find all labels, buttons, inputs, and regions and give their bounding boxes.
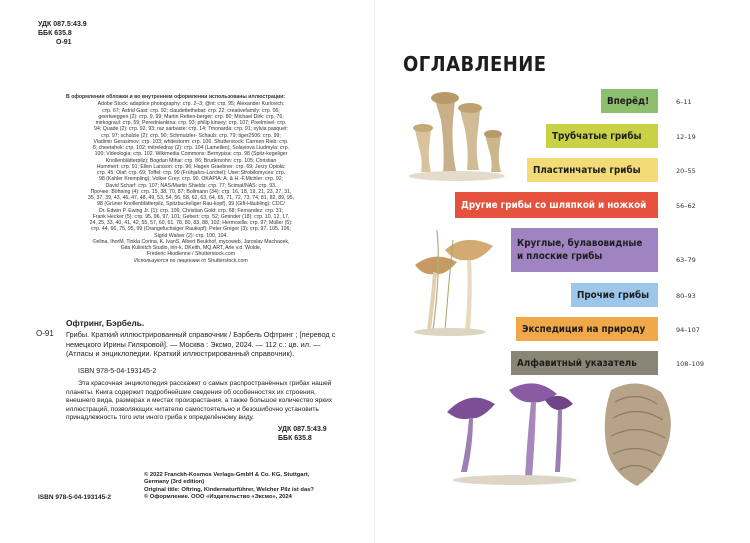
credit-line: Frederic Hiodienne / Shutterstock.com [146, 251, 236, 258]
credits-lead: В оформлении обложки и во внутреннем оформлении использованы иллюстрации: [66, 94, 286, 100]
toc-item-tab[interactable] [516, 317, 658, 341]
bracket-fungus-illustration [605, 383, 671, 486]
illustration-credits [66, 94, 316, 264]
toc-item-tab[interactable] [455, 192, 658, 218]
copyright-line: © Оформление. ООО «Издательство «Эксмо», 2024 [144, 494, 292, 501]
credit-line: Frank Hecker (5): стр. 95, 96, 97, 101; Gebert: стр. 52; Gminder (18): стр. 10, 12, 17, [92, 213, 290, 220]
toc-item-pages: 80–93 [676, 292, 696, 300]
credit-line: Hummert: стр. 91; Ellen Larsson: стр. 96; Hagen Graebner: стр. 69; Jerzy Opioła: [96, 163, 286, 170]
credit-line: 100; Videologia: стр. 102. Wikimedia Commons: Bernypisa: стр. 98 (Spitz-kegeliger [94, 151, 288, 158]
toc-item-label: Пластинчатые грибы [533, 164, 641, 176]
toc-item-label: Трубчатые грибы [552, 130, 642, 142]
toc-item-pages: 63–79 [676, 256, 696, 264]
credit-line: 94; Quade (2): стр. 92, 93; raz sarbaste: стр. 14; 7monarda: стр. 91; sylvia pasquet: [94, 126, 288, 133]
toc-item-pages: 108–109 [676, 360, 705, 368]
credits-body [66, 101, 316, 264]
contents-page [375, 0, 750, 543]
bibliographic-description: Грибы. Краткий иллюстрированный справочник / Бэрбель Офтринг ; [перевод с немецкого Ирины Гиляровой]. — Москва : Эксмо, 2024. — 112 с.: цв. ил. — (Атласы и энциклопедии. Краткий иллюстрированный справочник). [66, 330, 336, 359]
udk-top: УДК 087.5:43.9 [38, 21, 87, 28]
isbn-bottom: ISBN 978-5-04-193145-2 [38, 494, 111, 501]
toc-item-pages: 12–19 [676, 133, 696, 141]
toc-item-tab[interactable] [527, 158, 658, 182]
copyright-block [144, 472, 314, 502]
credit-line: Adobe Stock: adaptice photography: стр. 2–3; @nt: стр. 95; Alexander Kurlovich: [97, 101, 285, 108]
toc-item-pages: 6–11 [676, 98, 692, 106]
violet-webcap-illustration [447, 383, 577, 485]
toc-item-label: Круглые, булавовидные и плоские грибы [517, 238, 643, 262]
copyright-line: Germany (3rd edition) [144, 479, 205, 486]
toc-item-label: Алфавитный указатель [517, 357, 637, 369]
copyright-line: © 2022 Franckh-Kosmos Verlags-GmbH & Co. KG, Stuttgart, [144, 472, 310, 478]
credit-line: geertweggen (2): стр. 9, 99; Martin Retten-berger: стр. 80; Michael Dirk: стр. 76; [98, 113, 284, 120]
toc-item-tab[interactable] [511, 351, 658, 375]
toc-item-label: Вперёд! [607, 95, 650, 107]
toc-item-tab[interactable] [571, 283, 658, 307]
credit-line: Sigrid Walser (2): стр. 100, 104. [154, 232, 228, 239]
bbk-top: ББК 635.8 [38, 30, 72, 37]
toc-item-tab[interactable] [546, 124, 658, 148]
bbk-bottom: ББК 635.8 [278, 435, 312, 442]
trumpet-mushroom-group-illustration [409, 92, 505, 181]
catalog-code: О-91 [36, 329, 54, 338]
code-top: О-91 [56, 39, 72, 46]
toc-item-label: Другие грибы со шляпкой и ножкой [461, 199, 647, 211]
credit-line: 98 (Kahler Krempling); Volker Crey: стр. 90. OKAPIA: A. & H.-F.Michler: стр. 92; [98, 176, 284, 183]
credit-line: mirkograul: стр. 59; Peredniankina: стр. 93; philip kinsey: стр. 107; Pixelmixel: стр. [95, 120, 287, 126]
toc-item-label: Экспедиция на природу [522, 323, 646, 335]
credit-line: Knollenblätterpilz); Bogdan Mihai: стр. 86; Brudersohn: стр. 105; Christian [105, 157, 277, 164]
toc-item-pages: 20–55 [676, 167, 696, 175]
parasol-mushroom-illustration [414, 230, 493, 336]
toc-item-label: Прочие грибы [577, 289, 650, 301]
credit-line: стр. 67; Astrid Gast: стр. 92; claudettethebat: стр. 22; creativefamily: стр. 06; [102, 107, 280, 114]
toc-item-tab[interactable] [601, 89, 658, 113]
credit-line: 98 (Grüner Knollenblätterpilz, Spitzbuckeliger Rau-kopf), 99 (Gift-Häubling); CDC/ [97, 201, 285, 208]
credit-line: Dr. Edwin P. Ewing Jr. (1): стр. 106; Christian Gold: стр. 68; Fernandez: стр. 31; [98, 207, 284, 214]
isbn-line: ISBN 978-5-04-193145-2 [78, 368, 157, 375]
credit-line: стр. 45; Olaf: стр. 69; Toffel: стр. 99 (Frühjahrs-Lorchel); User:Strobilomyces: стр. [96, 170, 286, 176]
toc-item-pages: 94–107 [676, 326, 700, 334]
toc-item-pages: 56–62 [676, 202, 696, 210]
credit-line: Прочее: Böhning (4): стр. 15, 38, 70, 87; Bollmann (34): стр. 16, 18, 19, 21, 23, 27, 31, [90, 188, 292, 195]
credit-line: Используются по лицензии от Shutterstock.com [134, 257, 248, 264]
toc-item-tab[interactable] [511, 228, 658, 272]
credit-line: Vladimir Gerasimov: стр. 103; whitestorm: стр. 106. Shutterstock: Carmen Rieb: стр. [93, 138, 289, 145]
credit-line: 24, 25, 33, 40, 41, 42, 55, 57, 60, 61, 78, 80, 83, 88, 102; Hermosilla: стр. 97; Müller (5): [89, 220, 293, 226]
credit-line: 35, 37, 39, 43, 46, 47, 48, 49, 53, 54, 56, 58, 62, 63, 64, 65, 71, 72, 73, 74, 81, 82, 89, 95, [87, 195, 295, 201]
author-heading: Офтринг, Бэрбель. [66, 318, 145, 328]
credit-line: Gita Kulinitch Studio, irin-k, DKeith, MQ.ART, Arie v.d. Wolde, [120, 245, 262, 251]
credit-line: стр. 44, 66, 75, 95, 99 (Orangefuchsiger Raukopf); Peter Gregor (3): стр. 97, 105, 106; [91, 226, 291, 233]
udk-bottom: УДК 087.5:43.9 [278, 426, 327, 433]
credit-line: ©elina, IhorM, Tinkla Corina, K. IvanS, Albert Beukhof, mycoweb, Jaroslav Machacek, [92, 238, 290, 245]
annotation: Эта красочная энциклопедия расскажет о самых распространённых грибах нашей планеты. Книга содержит подробнейшие сведения об особенностях их строения, внешнего вида, размерах и местах произрастания, а также большое количество ярких иллюстраций, позволяющих читателю самостоятельно и безошибочно установить принадлежность того или иного гриба к определённому виду. [66, 380, 333, 421]
credit-line: 8; cheetahok: стр. 102; mitreledray (2): стр. 104 (Lamellen); Solaviova Liudmyla: стр. [92, 145, 290, 151]
page-title: ОГЛАВЛЕНИЕ [403, 52, 547, 76]
credit-line: стр. 97; schulzie (2): стр. 90; Schmutzler- Schaub: стр. 79; tiger2506: стр. 99; [101, 132, 281, 139]
copyright-line: Original title: Oftring, Kindernaturführer, Welcher Pilz ist das? [144, 486, 314, 493]
credit-line: David Scharf: стр. 107; NAS/Martin Shields: стр. 77; Scimat/NAS: стр. 93. [105, 182, 277, 189]
